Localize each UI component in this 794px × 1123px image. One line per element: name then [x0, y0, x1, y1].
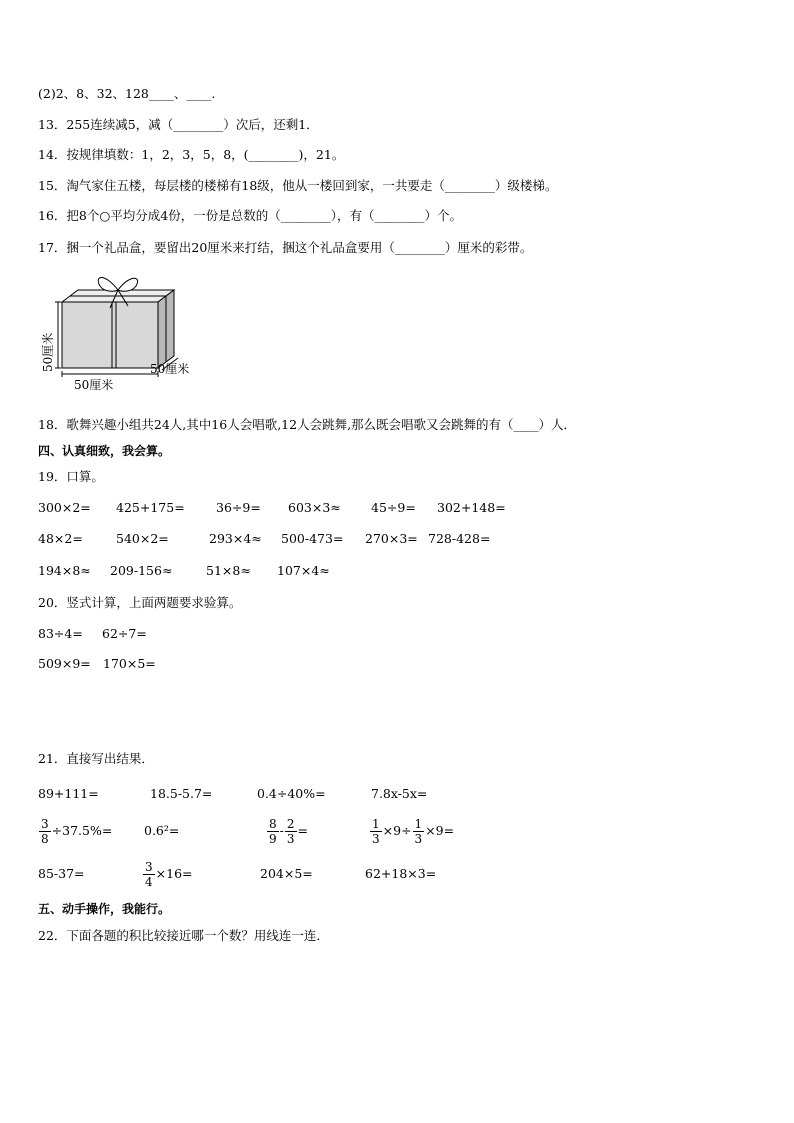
q19-item: 540×2= [116, 531, 169, 546]
fraction: $\frac{3}{8}$ [41, 816, 49, 846]
fraction: $\frac{8}{9}$ [269, 816, 277, 846]
q20-item: 62÷7= [102, 626, 147, 641]
q21-item: 204×5= [260, 866, 313, 881]
q20-row-1 [38, 626, 758, 646]
q19-item: 194×8≈ [38, 563, 91, 578]
line-q12-2: (2)2、8、32、128____、____. [38, 86, 216, 101]
q21-item: $\frac{1}{3}$ ×9÷ $\frac{1}{3}$ ×9= [372, 816, 455, 846]
line-q19: 19．口算。 [38, 469, 104, 484]
q21-row-3 [38, 858, 758, 892]
fraction: $\frac{2}{3}$ [286, 816, 295, 846]
line-q17: 17．捆一个礼品盒，要留出20厘米来打结，捆这个礼品盒要用（________）厘米的彩带。 [38, 240, 533, 255]
line-q16: 16．把8个○平均分成4份，一份是总数的（________），有（________）个。 [38, 208, 462, 223]
q21-item: 85-37= [38, 866, 85, 881]
gift-box-figure [38, 268, 208, 394]
width-label: 50厘米 [74, 378, 114, 392]
q19-item: 300×2= [38, 500, 91, 515]
section-4-heading: 四、认真细致，我会算。 [38, 444, 171, 458]
depth-label: 50厘米 [150, 362, 190, 376]
q20-item: 170×5= [103, 656, 156, 671]
bow-icon [98, 278, 137, 292]
q21-item: $\frac{8}{9}$ - $\frac{2}{3}$ = [269, 816, 308, 846]
q19-item: 270×3= [365, 531, 418, 546]
q19-row-3 [38, 563, 758, 583]
q20-row-2 [38, 656, 758, 676]
fraction: $\frac{3}{4}$ [145, 859, 153, 889]
line-q20: 20．竖式计算，上面两题要求验算。 [38, 595, 242, 610]
section-5-heading: 五、动手操作，我能行。 [38, 902, 171, 916]
line-q14: 14．按规律填数：1，2，3，5，8，(________)，21。 [38, 147, 345, 162]
q21-item: $\frac{3}{8}$ ÷37.5%= [41, 816, 113, 846]
q21-item: 7.8x-5x= [371, 786, 428, 801]
line-q21: 21．直接写出结果． [38, 751, 154, 766]
q21-item: 0.6²= [144, 823, 180, 838]
q19-item: 728-428= [428, 531, 491, 546]
height-label: 50厘米 [41, 332, 55, 372]
q20-item: 509×9= [38, 656, 91, 671]
fraction: $\frac{1}{3}$ [372, 816, 380, 846]
q19-item: 48×2= [38, 531, 83, 546]
q19-item: 45÷9= [371, 500, 416, 515]
q19-item: 500-473= [281, 531, 344, 546]
q19-item: 51×8≈ [206, 563, 251, 578]
line-q13: 13．255连续减5，减（________）次后，还剩1． [38, 117, 319, 132]
fraction: $\frac{1}{3}$ [414, 816, 423, 846]
q21-item: 0.4÷40%= [257, 786, 326, 801]
box-front-face [62, 302, 158, 368]
q21-row-2 [38, 815, 758, 849]
q19-item: 302+148= [437, 500, 506, 515]
q19-row-1 [38, 500, 758, 520]
line-q15: 15．淘气家住五楼，每层楼的楼梯有18级，他从一楼回到家，一共要走（________）级楼梯。 [38, 178, 558, 193]
q19-item: 293×4≈ [209, 531, 262, 546]
q19-item: 107×4≈ [277, 563, 330, 578]
q21-row-1 [38, 786, 758, 806]
q19-item: 209-156≈ [110, 563, 173, 578]
q19-item: 36÷9= [216, 500, 261, 515]
q21-item: 89+111= [38, 786, 99, 801]
q20-item: 83÷4= [38, 626, 83, 641]
q19-row-2 [38, 531, 758, 551]
q21-item: 62+18×3= [365, 866, 437, 881]
line-q22: 22．下面各题的积比较接近哪一个数？用线连一连． [38, 928, 329, 943]
q21-item: $\frac{3}{4}$ ×16= [145, 859, 193, 889]
q19-item: 425+175= [116, 500, 185, 515]
q19-item: 603×3≈ [288, 500, 341, 515]
q21-item: 18.5-5.7= [150, 786, 213, 801]
line-q18: 18．歌舞兴趣小组共24人,其中16人会唱歌,12人会跳舞,那么既会唱歌又会跳舞的有（____）人． [38, 417, 577, 432]
